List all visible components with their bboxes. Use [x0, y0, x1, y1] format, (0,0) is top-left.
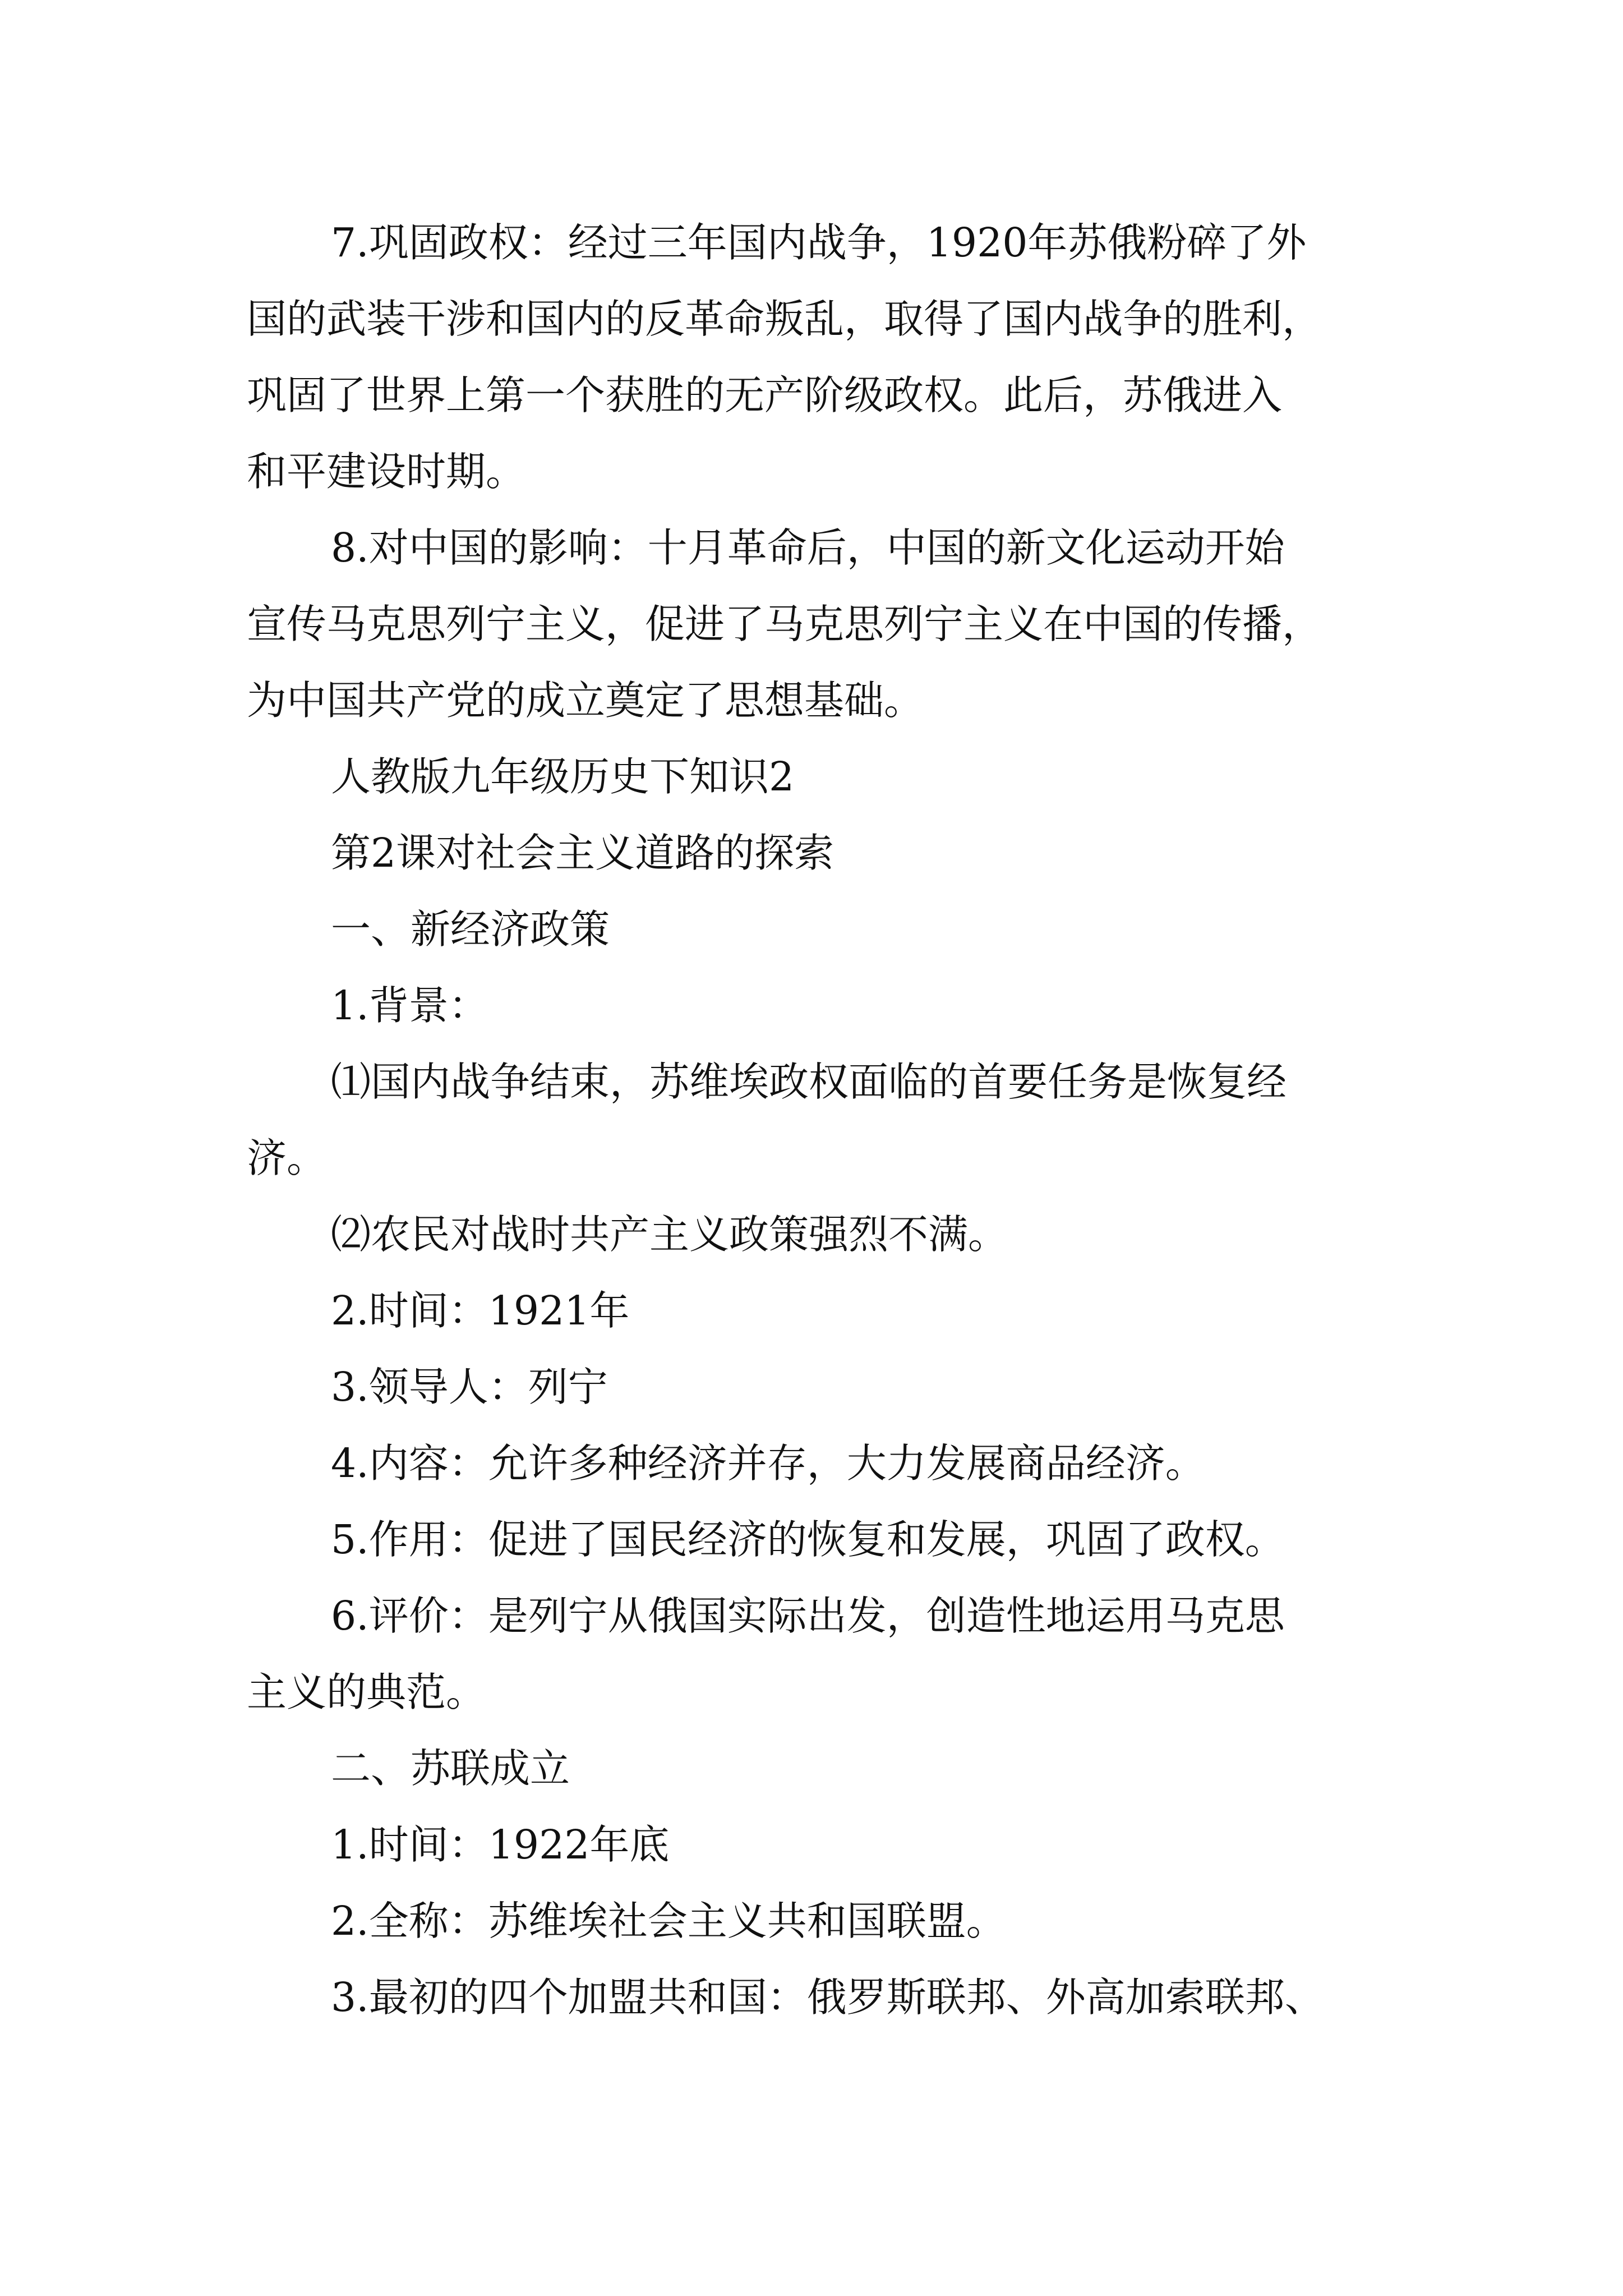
subheading-ussr-founded: 二、苏联成立 — [331, 1745, 570, 1792]
item-effect: 5.作用：促进了国民经济的恢复和发展，巩固了政权。 — [331, 1516, 1285, 1563]
subheading-new-economic-policy: 一、新经济政策 — [331, 906, 610, 953]
item-ussr-full-name: 2.全称：苏维埃社会主义共和国联盟。 — [331, 1898, 1006, 1944]
document-body — [247, 205, 1424, 2036]
item-background-point-2: ⑵农民对战时共产主义政策强烈不满。 — [331, 1211, 1008, 1258]
lesson-title: 第2课对社会主义道路的探索 — [331, 830, 834, 876]
paragraph-7-line-4: 和平建设时期。 — [247, 448, 526, 495]
item-evaluation-line-2: 主义的典范。 — [247, 1669, 486, 1715]
item-content: 4.内容：允许多种经济并存，大力发展商品经济。 — [331, 1440, 1205, 1487]
item-background-point-1-line-2: 济。 — [247, 1135, 327, 1181]
item-ussr-republics: 3.最初的四个加盟共和国：俄罗斯联邦、外高加索联邦、 — [331, 1974, 1325, 2021]
paragraph-7-line-3: 巩固了世界上第一个获胜的无产阶级政权。此后，苏俄进入 — [247, 372, 1283, 418]
item-ussr-time: 1.时间：1922年底 — [331, 1821, 670, 1868]
paragraph-8-line-2: 宣传马克思列宁主义，促进了马克思列宁主义在中国的传播， — [247, 601, 1322, 647]
item-evaluation-line-1: 6.评价：是列宁从俄国实际出发，创造性地运用马克思 — [331, 1593, 1285, 1639]
item-leader: 3.领导人：列宁 — [331, 1364, 608, 1410]
paragraph-7-line-1: 7.巩固政权：经过三年国内战争，1920年苏俄粉碎了外 — [331, 219, 1307, 266]
item-background: 1.背景： — [331, 982, 488, 1029]
item-time: 2.时间：1921年 — [331, 1287, 630, 1334]
item-background-point-1-line-1: ⑴国内战争结束，苏维埃政权面临的首要任务是恢复经 — [331, 1059, 1287, 1105]
paragraph-8-line-3: 为中国共产党的成立奠定了思想基础。 — [247, 677, 924, 724]
paragraph-7-line-2: 国的武装干涉和国内的反革命叛乱，取得了国内战争的胜利， — [247, 296, 1322, 342]
paragraph-8-line-1: 8.对中国的影响：十月革命后，中国的新文化运动开始 — [331, 524, 1285, 571]
section-heading: 人教版九年级历史下知识2 — [331, 753, 795, 800]
